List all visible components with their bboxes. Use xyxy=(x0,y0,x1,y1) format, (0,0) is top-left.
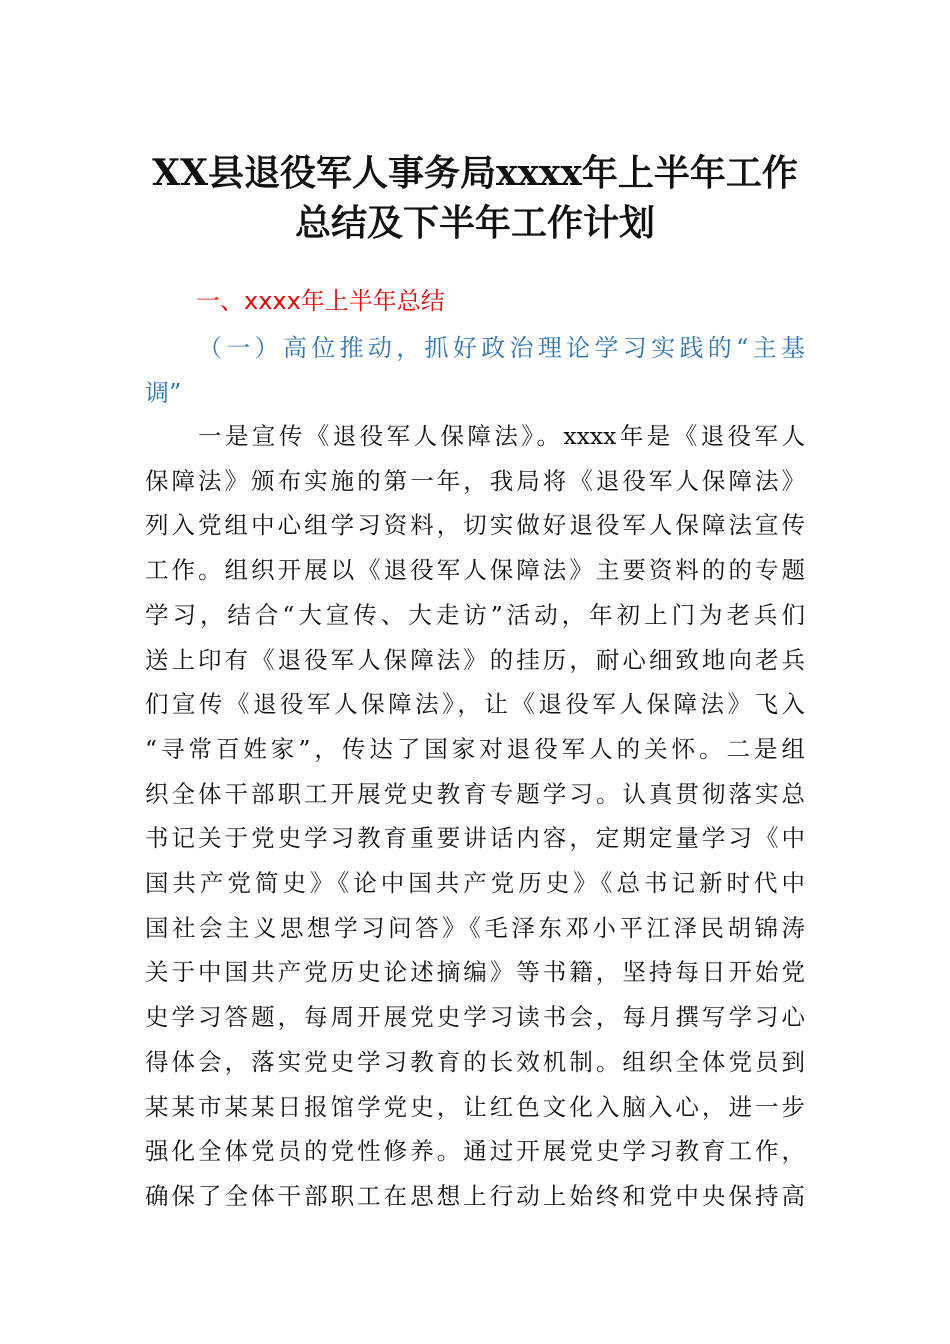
body-line: 列入党组中心组学习资料，切实做好退役军人保障法宣传 xyxy=(145,511,805,540)
body-line: 得体会，落实党史学习教育的长效机制。组织全体党员到 xyxy=(145,1047,805,1076)
subsection-heading-line: 调” xyxy=(145,378,182,407)
body-line: “寻常百姓家”，传达了国家对退役军人的关怀。二是组 xyxy=(145,734,805,763)
body-line: 史学习答题，每周开展党史学习读书会，每月撰写学习心 xyxy=(145,1003,805,1032)
body-line: 一是宣传《退役军人保障法》。xxxx年是《退役军人 xyxy=(198,422,805,450)
body-line: 强化全体党员的党性修养。通过开展党史学习教育工作， xyxy=(145,1137,805,1166)
body-line: 国社会主义思想学习问答》《毛泽东邓小平江泽民胡锦涛 xyxy=(145,913,805,942)
body-line: 国共产党简史》《论中国共产党历史》《总书记新时代中 xyxy=(145,869,805,898)
body-line: 工作。组织开展以《退役军人保障法》主要资料的的专题 xyxy=(145,556,805,585)
document-title xyxy=(0,148,950,248)
title-line: XX县退役军人事务局xxxx年上半年工作 xyxy=(152,152,798,194)
body-paragraph xyxy=(145,414,805,1219)
body-line: 书记关于党史学习教育重要讲话内容，定期定量学习《中 xyxy=(145,824,805,853)
body-line: 学习，结合“大宣传、大走访”活动，年初上门为老兵们 xyxy=(145,600,805,629)
body-line: 确保了全体干部职工在思想上行动上始终和党中央保持高 xyxy=(145,1181,805,1210)
body-line: 织全体干部职工开展党史教育专题学习。认真贯彻落实总 xyxy=(145,779,805,808)
body-line: 关于中国共产党历史论述摘编》等书籍，坚持每日开始党 xyxy=(145,958,805,987)
body-line: 保障法》颁布实施的第一年，我局将《退役军人保障法》 xyxy=(145,466,805,495)
subsection-heading-line: （一）高位推动，抓好政治理论学习实践的“主基 xyxy=(198,334,805,362)
body-line: 某某市某某日报馆学党史，让红色文化入脑入心，进一步 xyxy=(145,1092,805,1121)
subsection-heading xyxy=(145,326,805,415)
body-line: 送上印有《退役军人保障法》的挂历，耐心细致地向老兵 xyxy=(145,645,805,674)
title-line: 总结及下半年工作计划 xyxy=(294,202,655,244)
section-heading: 一、xxxx年上半年总结 xyxy=(196,287,445,315)
body-line: 们宣传《退役军人保障法》，让《退役军人保障法》飞入 xyxy=(145,690,805,719)
